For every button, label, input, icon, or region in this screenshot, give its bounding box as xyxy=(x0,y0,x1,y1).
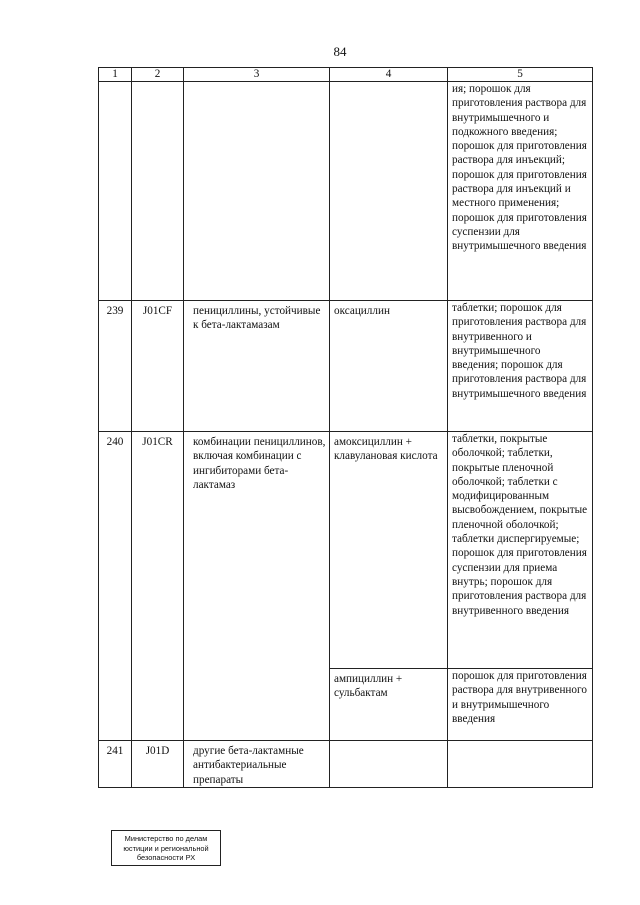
table-row xyxy=(99,82,593,301)
row-number-cell: 241 xyxy=(99,741,132,788)
table-row xyxy=(99,741,593,788)
dosage-forms-cell: таблетки; порошок для приготовления раствора для внутривенного и внутримышечного введения; порошок для приготовления раствора для внутримышечного введения xyxy=(448,301,593,432)
group-name-cell: пенициллины, устойчивые к бета-лактамазам xyxy=(184,301,330,432)
column-header-5: 5 xyxy=(448,68,593,82)
stamp-line: Министерство по делам xyxy=(124,834,208,843)
stamp-line: безопасности РХ xyxy=(136,853,196,863)
drug-name-cell: ампициллин + сульбактам xyxy=(330,669,448,741)
atc-code-cell: J01CR xyxy=(132,432,184,741)
drug-name-cell: амоксициллин + клавулановая кислота xyxy=(330,432,448,669)
drug-name-cell: оксациллин xyxy=(330,301,448,432)
row-number-cell: 240 xyxy=(99,432,132,741)
dosage-forms-cell: таблетки, покрытые оболочкой; таблетки, покрытые пленочной оболочкой; таблетки с модифицированным высвобождением, покрытые пленочной оболочкой; таблетки диспергируемые; порошок для приготовления суспензии для приема внутрь; порошок для приготовления раствора для внутривенного введения xyxy=(448,432,593,669)
column-header-4: 4 xyxy=(330,68,448,82)
group-name-cell xyxy=(184,82,330,301)
drug-table xyxy=(98,67,593,788)
table-header-row xyxy=(99,68,593,82)
column-header-2: 2 xyxy=(132,68,184,82)
drug-name-cell xyxy=(330,741,448,788)
atc-code-cell xyxy=(132,82,184,301)
atc-code-cell: J01D xyxy=(132,741,184,788)
dosage-forms-cell: ия; порошок для приготовления раствора для внутримышечного и подкожного введения; порошок для приготовления раствора для инъекций; порошок для приготовления раствора для инъекций и местного применения; порошок для приготовления суспензии для внутримышечного введения xyxy=(448,82,593,301)
drug-name-cell xyxy=(330,82,448,301)
column-header-3: 3 xyxy=(184,68,330,82)
page-number: 84 xyxy=(333,44,347,59)
group-name-cell: комбинации пенициллинов, включая комбинации с ингибиторами бета-лактамаз xyxy=(184,432,330,741)
column-header-1: 1 xyxy=(99,68,132,82)
stamp-line: юстиции и региональной xyxy=(123,843,209,853)
atc-code-cell: J01CF xyxy=(132,301,184,432)
group-name-cell: другие бета-лактамные антибактериальные препараты xyxy=(184,741,330,788)
ministry-stamp xyxy=(111,830,221,866)
dosage-forms-cell: порошок для приготовления раствора для внутривенного и внутримышечного введения xyxy=(448,669,593,741)
row-number-cell xyxy=(99,82,132,301)
row-number-cell: 239 xyxy=(99,301,132,432)
dosage-forms-cell xyxy=(448,741,593,788)
table-row xyxy=(99,432,593,669)
table-row xyxy=(99,301,593,432)
